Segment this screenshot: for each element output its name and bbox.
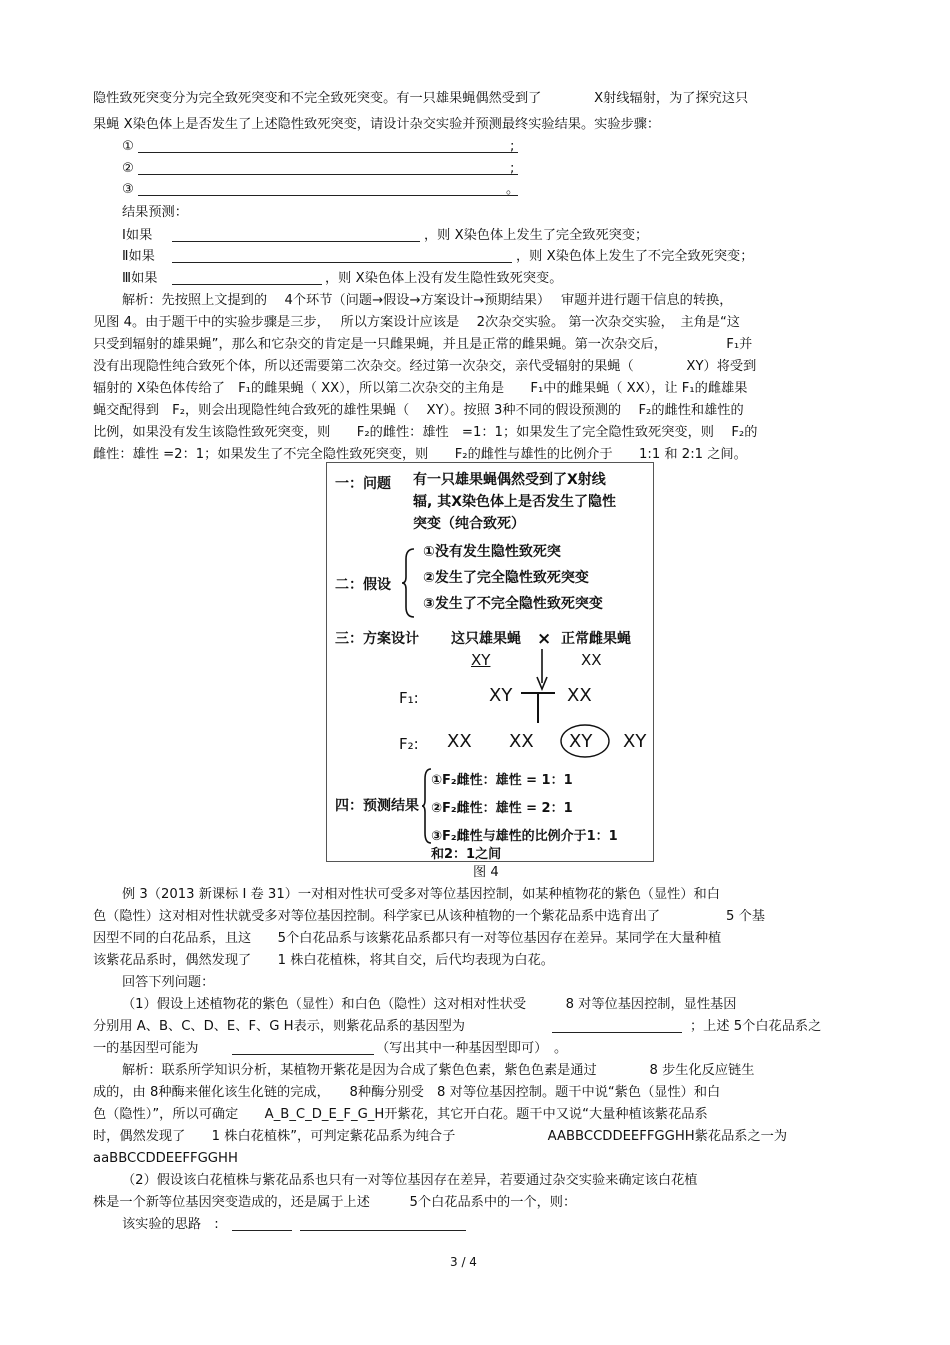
result-label: Ⅲ如果 (122, 271, 158, 286)
question-line: 一的基因型可能为 (93, 1041, 199, 1056)
f1-label: F₁: (399, 689, 419, 707)
answer-blank[interactable] (138, 195, 518, 196)
analysis-line: 只受到辐射的雄果蝇”，那么和它杂交的肯定是一只雌果蝇，并且是正常的雌果蝇。第一次杂交后， F₁并 (93, 337, 753, 352)
figure-prediction-item: ③F₂雌性与雄性的比例介于1：1 (431, 829, 618, 844)
result-label: Ⅱ如果 (122, 249, 155, 264)
answer-blank[interactable] (232, 1054, 374, 1055)
step-marker: ① (122, 139, 134, 154)
blank-end: ; (510, 161, 515, 176)
example-line: 回答下列问题： (122, 975, 215, 990)
analysis-line: 解析：联系所学知识分析，某植物开紫花是因为合成了紫色色素，紫色色素是通过 8 步生化反应链生 (122, 1063, 755, 1078)
analysis-line: aaBBCCDDEEFFGGHH (93, 1151, 238, 1166)
analysis-line: 蝇交配得到 F₂，则会出现隐性纯合致死的雄性果蝇（ XY）。按照 3种不同的假设预测的 F₂的雌性和雄性的 (93, 403, 744, 418)
figure-design-label: 三：方案设计 (335, 631, 419, 647)
para-line: 隐性致死突变分为完全致死突变和不完全致死突变。有一只雄果蝇偶然受到了 X射线辐射，为了探究这只 (93, 91, 749, 106)
f2-genotype: XY (623, 731, 647, 752)
figure-cross-sign: × (537, 629, 552, 649)
figure-hypothesis-item: ②发生了完全隐性致死突变 (423, 570, 589, 586)
f2-genotype: XX (509, 731, 534, 752)
example-line: 例 3（2013 新课标 Ⅰ 卷 31）一对相对性状可受多对等位基因控制，如某种植物花的紫色（显性）和白 (122, 887, 720, 902)
figure-hypothesis-item: ③发生了不完全隐性致死突变 (423, 596, 603, 612)
figure-4 (326, 462, 654, 862)
section-label: 结果预测： (122, 205, 188, 220)
result-text: ，则 X染色体上没有发生隐性致死突变。 (325, 271, 563, 286)
cross-arrow-icon (536, 649, 548, 691)
f1-female-genotype: XX (567, 685, 592, 706)
analysis-line: 比例，如果没有发生该隐性致死突变，则 F₂的雌性：雄性 =1：1；如果发生了完全隐性致死突变，则 F₂的 (93, 425, 758, 440)
parent-female-genotype: XX (581, 651, 602, 669)
answer-blank[interactable] (232, 1230, 292, 1231)
f1-male-genotype: XY (489, 685, 513, 706)
para-line: 果蝇 X染色体上是否发生了上述隐性致死突变，请设计杂交实验并预测最终实验结果。实验步骤： (93, 117, 661, 132)
blank-end: 。 (506, 182, 520, 197)
figure-female-label: 正常雌果蝇 (561, 631, 631, 647)
question-line: （1）假设上述植物花的紫色（显性）和白色（隐性）这对相对性状受 8 对等位基因控制，显性基因 (122, 997, 737, 1012)
analysis-line: 辐射的 X染色体传给了 F₁的雌果蝇（ XX），所以第二次杂交的主角是 F₁中的雌果蝇（ XX），让 F₁的雌雄果 (93, 381, 748, 396)
figure-hypothesis-item: ①没有发生隐性致死突 (423, 544, 561, 560)
answer-blank[interactable] (138, 152, 518, 153)
figure-prediction-item: 和2：1之间 (431, 847, 502, 862)
figure-caption: 图 4 (473, 865, 499, 880)
figure-prediction-item: ②F₂雌性：雄性 = 2：1 (431, 801, 573, 816)
figure-question-text: 有一只雄果蝇偶然受到了X射线 (413, 472, 606, 488)
step-marker: ② (122, 161, 134, 176)
figure-hypothesis-label: 二：假设 (335, 577, 391, 593)
figure-prediction-label: 四：预测结果 (335, 798, 419, 814)
analysis-line: 没有出现隐性纯合致死个体，所以还需要第二次杂交。经过第一次杂交，亲代受辐射的果蝇（ XY）将受到 (93, 359, 757, 374)
question-line: 分别用 A、B、C、D、E、F、G H表示，则紫花品系的基因型为 (93, 1019, 465, 1034)
question-line: 株是一个新等位基因突变造成的，还是属于上述 5个白花品系中的一个，则： (93, 1195, 577, 1210)
result-text: ，则 X染色体上发生了不完全致死突变； (516, 249, 754, 264)
answer-blank[interactable] (172, 241, 420, 242)
page-number: 3 / 4 (450, 1255, 477, 1269)
step-marker: ③ (122, 182, 134, 197)
f2-label: F₂: (399, 735, 419, 753)
answer-blank[interactable] (172, 284, 322, 285)
analysis-line: 成的，由 8种酶来催化该生化链的完成， 8种酶分别受 8 对等位基因控制。题干中说“紫色（显性）和白 (93, 1085, 721, 1100)
answer-blank[interactable] (552, 1032, 682, 1033)
question-line: 该实验的思路 : (122, 1217, 219, 1232)
figure-prediction-item: ①F₂雌性：雄性 = 1：1 (431, 773, 573, 788)
figure-question-label: 一：问题 (335, 476, 391, 492)
answer-blank[interactable] (300, 1230, 466, 1231)
example-line: 因型不同的白花品系，且这 5个白花品系与该紫花品系都只有一对等位基因存在差异。某同学在大量种植 (93, 931, 722, 946)
question-line: ；上述 5个白花品系之 (690, 1019, 822, 1034)
answer-blank[interactable] (138, 174, 518, 175)
blank-end: ; (510, 139, 515, 154)
figure-question-text: 辐, 其X染色体上是否发生了隐性 (413, 494, 616, 510)
analysis-line: 解析：先按照上文提到的 4个环节（问题→假设→方案设计→预期结果） 审题并进行题干信息的转换， (122, 293, 733, 308)
f2-genotype: XX (447, 731, 472, 752)
example-line: 色（隐性）这对相对性状就受多对等位基因控制。科学家已从该种植物的一个紫花品系中选育出了 5 个基 (93, 909, 765, 924)
analysis-line: 色（隐性）”，所以可确定 A_B_C_D_E_F_G_H开紫花，其它开白花。题干中又说“大量种植该紫花品系 (93, 1107, 708, 1122)
question-line: （写出其中一种基因型即可） 。 (376, 1041, 568, 1056)
analysis-line: 雌性：雄性 =2：1；如果发生了不完全隐性致死突变，则 F₂的雌性与雄性的比例介于 1:1 和 2:1 之间。 (93, 447, 747, 462)
analysis-line: 时，偶然发现了 1 株白花植株”，可判定紫花品系为纯合子 AABBCCDDEEFFGGHH紫花品系之一为 (93, 1129, 788, 1144)
parent-male-genotype: XY (471, 651, 491, 669)
example-line: 该紫花品系时，偶然发现了 1 株白花植株，将其自交，后代均表现为白花。 (93, 953, 554, 968)
question-line: （2）假设该白花植株与紫花品系也只有一对等位基因存在差异，若要通过杂交实验来确定该白花植 (122, 1173, 698, 1188)
answer-blank[interactable] (172, 262, 512, 263)
f2-genotype: XY (569, 731, 593, 752)
result-label: Ⅰ如果 (122, 228, 153, 243)
figure-question-text: 突变（纯合致死） (413, 516, 525, 532)
brace-icon (401, 547, 417, 619)
analysis-line: 见图 4。由于题干中的实验步骤是三步， 所以方案设计应该是 2次杂交实验。 第一次杂交实验， 主角是“这 (93, 315, 740, 330)
result-text: ，则 X染色体上发生了完全致死突变； (424, 228, 649, 243)
mating-bar-icon (521, 691, 555, 725)
figure-male-label: 这只雄果蝇 (451, 631, 521, 647)
